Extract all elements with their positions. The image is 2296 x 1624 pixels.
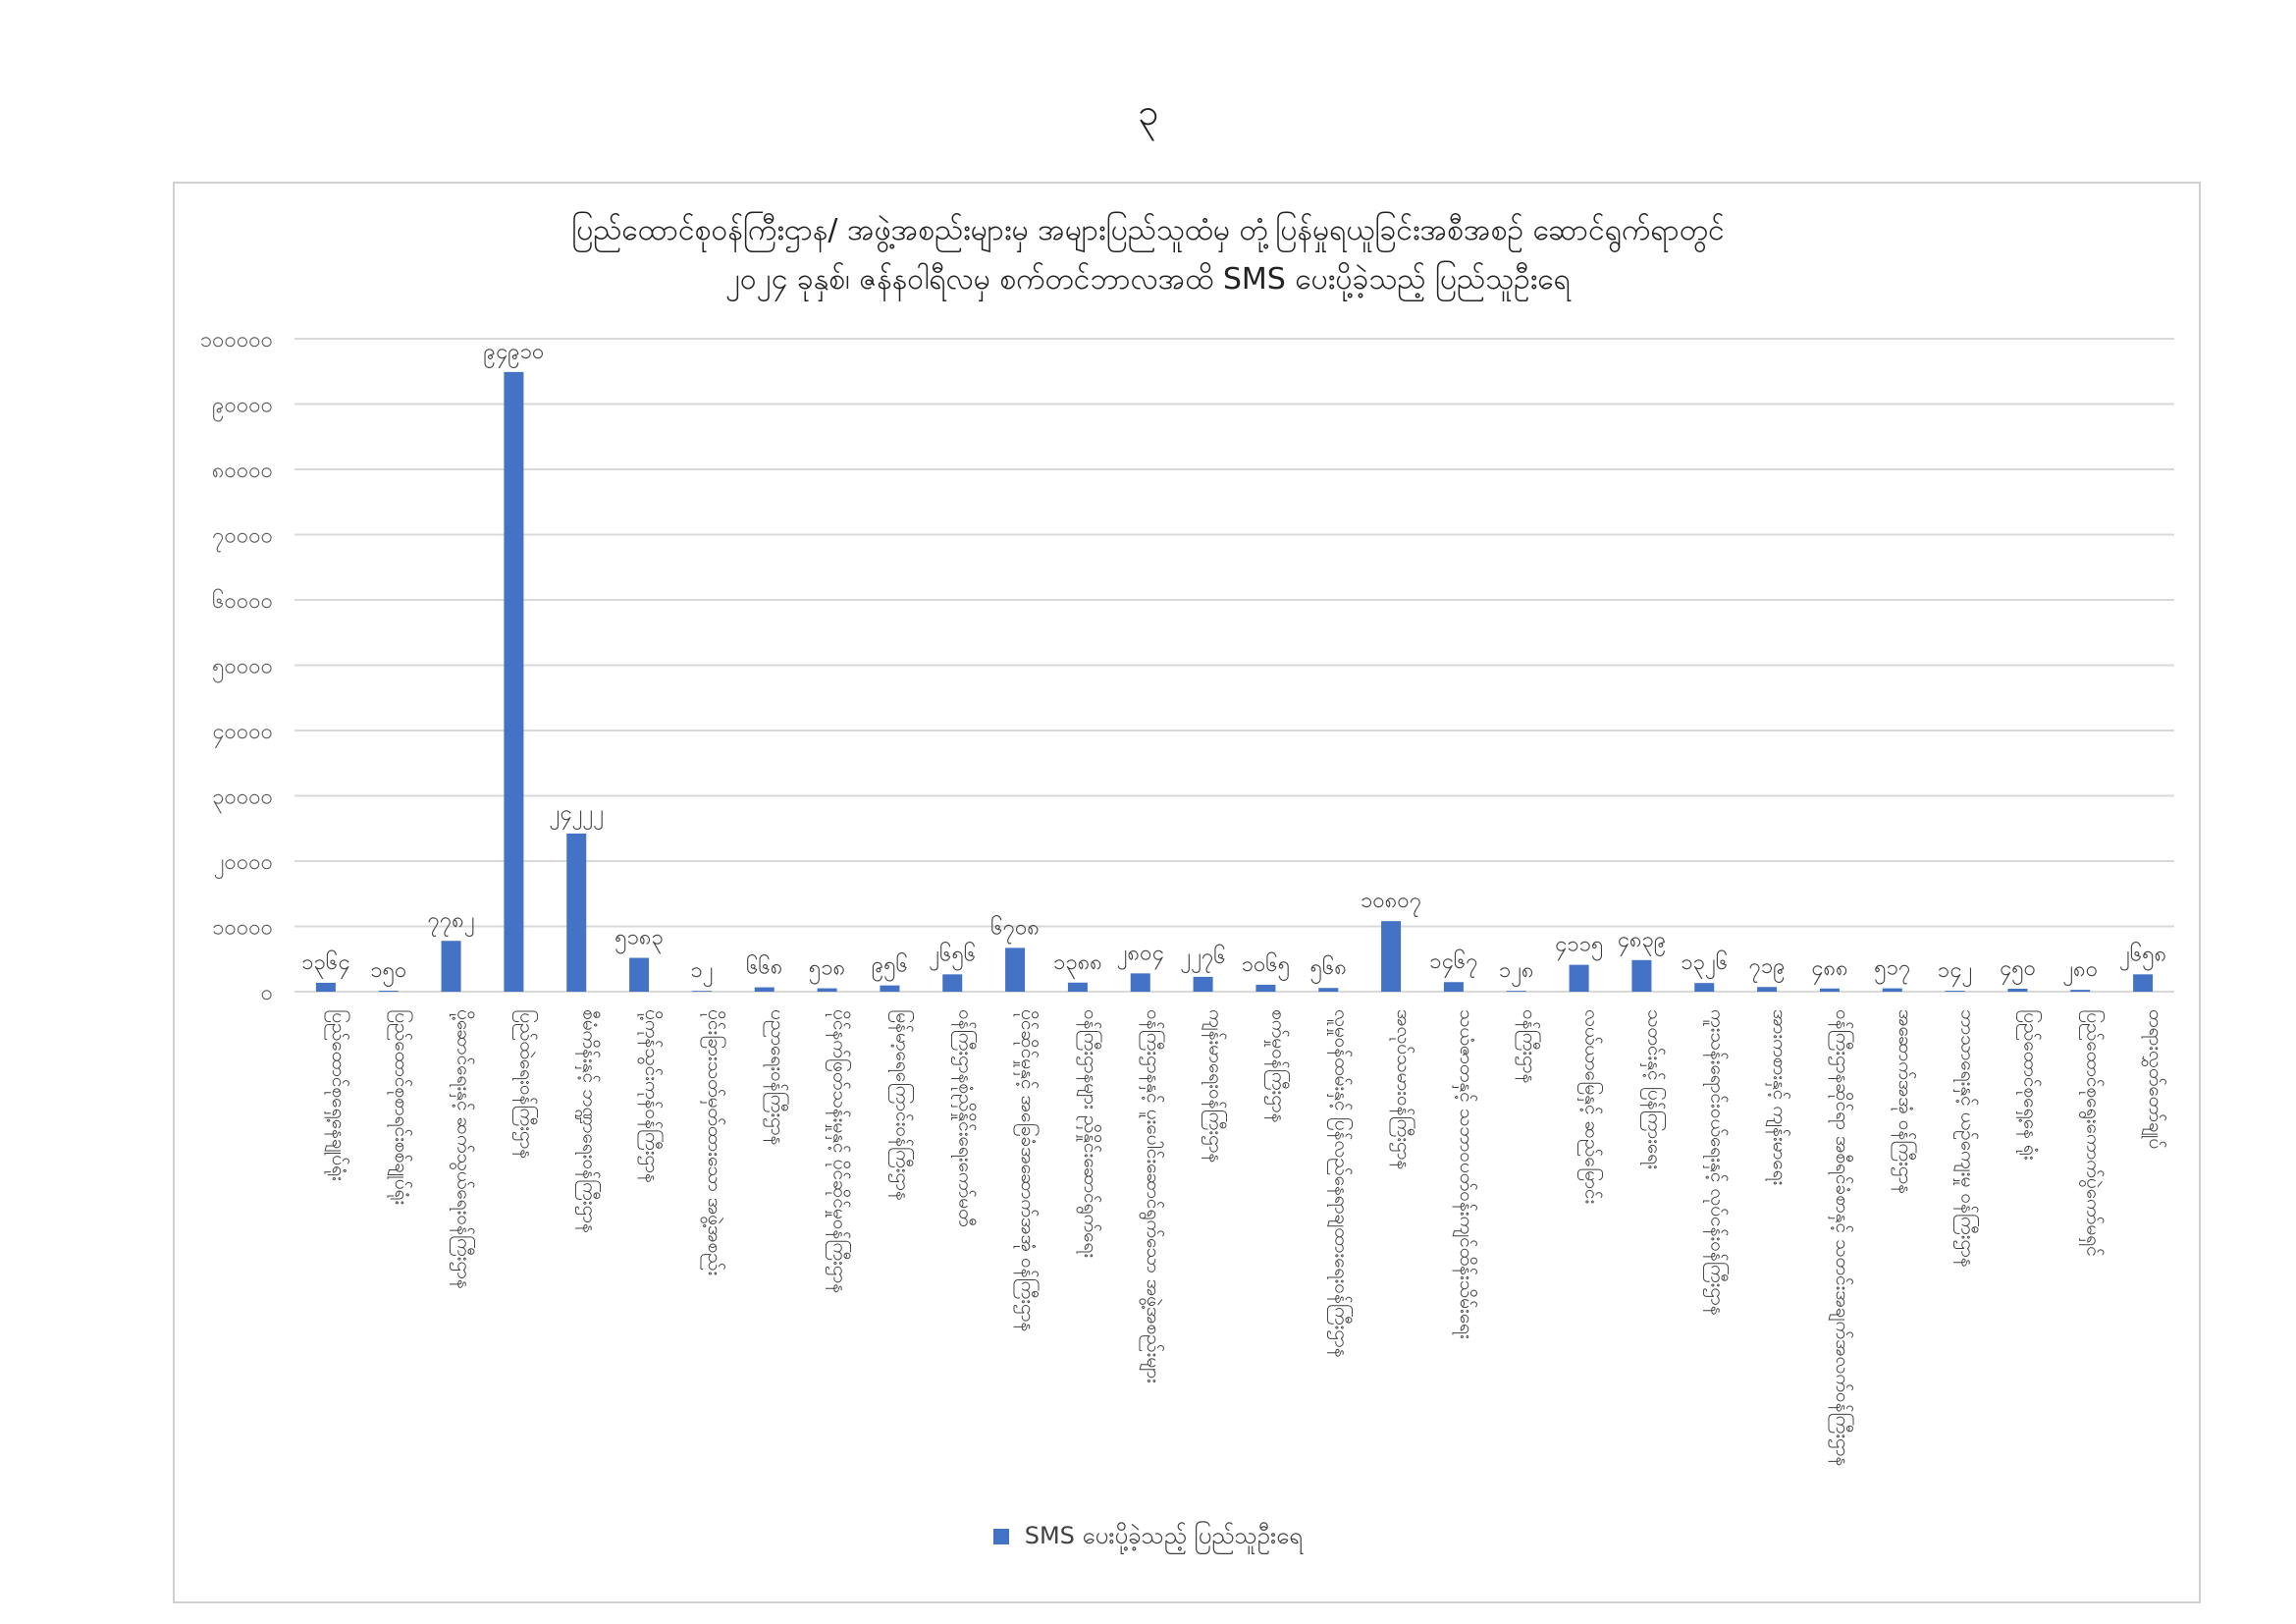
- data-label: ၇၁၉: [1748, 954, 1786, 980]
- data-label: ၆၆၈: [746, 954, 783, 980]
- bar: [818, 989, 837, 992]
- y-tick-label: ၅၀၀၀၀: [212, 654, 273, 679]
- data-label: ၆၇၀၈: [990, 915, 1040, 941]
- bar: [2133, 974, 2153, 992]
- x-category-label: စက်မှုဝန်ကြီးဌာန: [1267, 1009, 1290, 1123]
- bar: [442, 941, 461, 992]
- x-category-label: တရားလွှတ်တော်ချုပ်: [2145, 1009, 2167, 1150]
- chart-title-line-2: ၂၀၂၄ ခုနှစ်၊ ဇန်နဝါရီလမှ စက်တင်ဘာလအထိ SMS ပေးပို့ခဲ့သည့် ပြည်သူဦးရေ: [725, 262, 1571, 297]
- data-label: ၁၀၈၀၇: [1361, 889, 1422, 914]
- x-category-label: လူမှုဝန်ထမ်းနှင့် ပြန်လည်နေရာချထားရေးဝန်ကြီးဌာန: [1330, 1009, 1353, 1358]
- bar: [1757, 987, 1777, 992]
- bar: [880, 986, 899, 992]
- data-label: ၄၈၈: [1811, 955, 1848, 981]
- y-tick-label: ၉၀၀၀၀: [212, 393, 273, 418]
- legend-label: SMS ပေးပို့ခဲ့သည့် ပြည်သူဦးရေ: [1024, 1522, 1303, 1549]
- data-label: ၅၁၇: [1874, 955, 1911, 981]
- bar: [1255, 985, 1275, 992]
- x-category-label: ပိုင်ဆိုင်မှုနှင့် အခြေခံအဆောက်အအုံ ဝန်ကြီးဌာန: [1017, 1009, 1040, 1332]
- x-category-label: ကျန်းမာရေးဝန်ကြီးဌာန: [1204, 1009, 1227, 1164]
- data-label: ၄၈၃၉: [1617, 927, 1667, 952]
- bar: [1318, 988, 1338, 992]
- bar: [755, 988, 774, 992]
- data-label: ၅၁၈: [808, 955, 846, 981]
- bar: [1068, 983, 1088, 992]
- legend: [0, 1520, 2296, 1555]
- x-category-label: ပို့ဆောင်ရေးနှင့် ဆက်သွယ်ရေးဝန်ကြီးဌာန: [453, 1009, 475, 1289]
- x-category-label: အားကစားနှင့် ကျန်းမာရေး: [1769, 1009, 1791, 1186]
- data-label: ၉၄၉၁၀: [483, 339, 545, 364]
- x-category-label: ပြည်ထဲရေးဝန်ကြီးဌာန: [515, 1009, 538, 1160]
- x-category-label: ဝန်ကြီးဌာနများ ညှိနှိုင်းဆောင်ရွက်ရေး: [1079, 1009, 1101, 1259]
- x-category-label: အလုပ်သမားဝန်ကြီးဌာန: [1393, 1009, 1415, 1170]
- bar: [692, 991, 712, 992]
- x-category-label: ဝန်ကြီးဌာနနှင့် ပူးပေါင်းဆောင်ရွက်သော အဖွဲ့အစည်းများ: [1142, 1009, 1164, 1383]
- chart-title-line-1: ပြည်ထောင်စုဝန်ကြီးဌာန/ အဖွဲ့အစည်းများမှ အများပြည်သူထံမှ တုံ့ပြန်မှုရယူခြင်းအစီအစဉ် ဆောင်ရွက်ရာတွင်: [571, 213, 1725, 247]
- bar: [629, 958, 649, 992]
- x-category-label: ပြည်ထောင်စုစာရင်းစစ်ချုပ်ရုံး: [390, 1009, 412, 1206]
- data-label: ၄၁၁၅: [1554, 932, 1604, 957]
- bar: [1444, 982, 1464, 992]
- data-label: ၄၅၀: [1999, 956, 2036, 982]
- bar: [1381, 921, 1401, 992]
- bar: [942, 974, 962, 992]
- bar: [2070, 990, 2090, 992]
- x-category-label: သတင်းနှင့် ပြန်ကြားရေး: [1643, 1009, 1666, 1169]
- bar: [379, 991, 399, 992]
- data-label: ၁၃၆၄: [301, 949, 350, 975]
- y-tick-label: ၃၀၀၀၀: [212, 785, 273, 810]
- x-category-label: ပညာရေးဝန်ကြီးဌာန: [766, 1009, 788, 1146]
- x-category-label: ဝန်ကြီးဌာနဆိုင်ရာ အစီရင်ခံစာနှင့် သတင်းအချက်အလက်ဝန်ကြီးဌာန: [1831, 1009, 1853, 1467]
- x-category-label: ပြည်ထောင်စုရှေ့နေချုပ်ရုံး: [327, 1009, 349, 1181]
- y-tick-label: ၁၀၀၀၀၀: [199, 328, 273, 352]
- data-label: ၇၇၈၂: [427, 908, 475, 934]
- x-category-label: အဆောက်အအုံ ဝန်ကြီးဌာန: [1894, 1009, 1916, 1195]
- data-label: ၁၂: [690, 958, 714, 984]
- page-number: ၃: [1137, 90, 1159, 134]
- data-label: ၂၈၀: [2062, 957, 2099, 983]
- y-tick-label: ၂၀၀၀၀: [213, 850, 273, 875]
- data-label: ၁၄၆၇: [1429, 949, 1478, 975]
- data-label: ၁၃၂၆: [1681, 950, 1729, 976]
- data-label: ၂၄၂၂၂: [549, 800, 605, 826]
- data-label: ၅၆၈: [1309, 955, 1347, 981]
- y-tick-label: ၀: [260, 981, 273, 1005]
- data-label: ၂၆၅၈: [2119, 942, 2167, 967]
- y-tick-label: ၈၀၀၀၀: [211, 459, 273, 483]
- bar: [1820, 989, 1840, 992]
- bar: [504, 372, 523, 992]
- data-label: ၂၂၇၆: [1180, 944, 1226, 969]
- data-label: ၁၃၈၈: [1052, 949, 1102, 975]
- x-category-label: ဝန်ကြီးဌာနစုံညှိနှိုင်းရေးကော်မတီ: [954, 1009, 977, 1227]
- bar: [1005, 947, 1025, 992]
- bar: [2007, 989, 2027, 992]
- x-category-label: စီမံကိန်းနှင့် ဘဏ္ဍာရေးဝန်ကြီးဌာန: [578, 1009, 601, 1233]
- y-tick-label: ၄၀၀၀၀: [212, 720, 273, 744]
- legend-swatch: [993, 1529, 1009, 1544]
- bar: [1194, 977, 1213, 992]
- x-category-label: ပြည်ထောင်စုရွေးကောက်ပွဲကော်မရှင်: [2082, 1009, 2105, 1257]
- x-category-label: လယ်ယာမြေနှင့် ဆည်မြောင်း: [1580, 1009, 1603, 1205]
- data-label: ၁၅၀: [370, 958, 407, 984]
- x-category-label: သယံဇာတနှင့် သဘာဝပတ်ဝန်းကျင်ထိန်းသိမ်းရေး: [1455, 1009, 1477, 1339]
- x-category-label: မြန်မာ့ရေကြောင်းဝန်ကြီးဌာန: [891, 1009, 914, 1201]
- bar: [566, 834, 586, 992]
- data-label: ၂၈၀၄: [1116, 941, 1164, 966]
- data-label: ၅၁၈၃: [614, 925, 664, 950]
- y-tick-label: ၆၀၀၀၀: [212, 589, 273, 614]
- x-category-label: ပို့ကုန်သွင်းကုန်ဝန်ကြီးဌာန: [641, 1009, 664, 1183]
- data-label: ၉၅၆: [871, 952, 908, 978]
- bar: [1694, 983, 1714, 992]
- x-category-label: ကူးသန်းရောင်းဝယ်ရေးနှင့် လုပ်ငန်းဝန်ကြီးဌာန: [1706, 1009, 1729, 1316]
- bar: [1131, 973, 1150, 992]
- x-category-label: ဘာသာရေးနှင့် ယဉ်ကျေးမှု ဝန်ကြီးဌာန: [1956, 1009, 1979, 1268]
- data-label: ၁၄၂: [1937, 958, 1973, 984]
- data-label: ၁၂၈: [1498, 958, 1534, 984]
- bar: [1507, 991, 1526, 992]
- bar: [316, 983, 336, 992]
- data-label: ၁၀၆၅: [1241, 951, 1291, 977]
- x-category-label: ဝန်ကြီးဌာန: [1518, 1009, 1540, 1084]
- x-category-label: ပိုင်နက်ဖြတ်သန်းမှုနှင့် ပိုင်ဆိုင်မှုဝန်ကြီးဌာန: [828, 1009, 851, 1294]
- bar: [1946, 991, 1965, 992]
- x-category-label: ပြည်ထောင်စုရှေ့နေ ရုံး: [2019, 1009, 2042, 1161]
- bar: [1883, 989, 1902, 992]
- y-tick-label: ၇၀၀၀၀: [212, 523, 273, 549]
- y-tick-label: ၁၀၀၀၀: [212, 915, 273, 941]
- bar: [1631, 960, 1651, 992]
- x-category-label: ပိုင်းခြားသတ်မှတ်ထားသော အဖွဲ့အစည်း: [703, 1009, 725, 1276]
- bar: [1570, 965, 1589, 992]
- data-label: ၂၆၅၆: [929, 942, 977, 967]
